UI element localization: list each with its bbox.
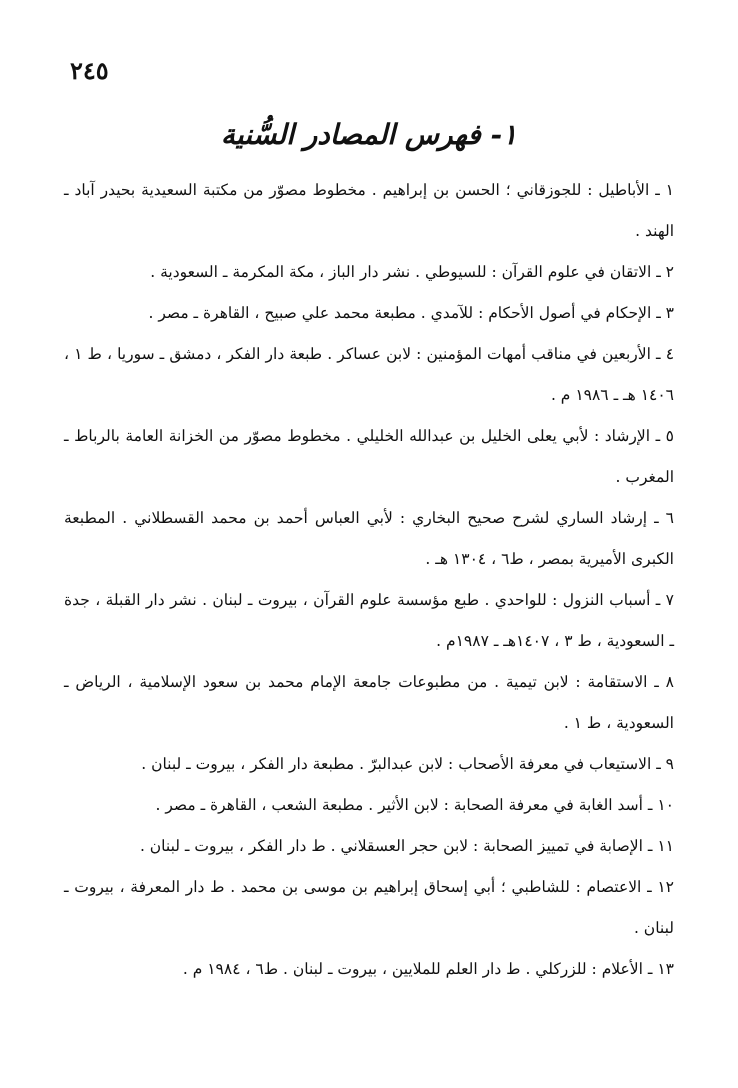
bibliography-entry: ٧ ـ أسباب النزول : للواحدي . طبع مؤسسة علوم القرآن ، بيروت ـ لبنان . نشر دار القبلة ، جدة ـ السعودية ، ط ٣ ، ١٤٠٧هـ ـ ١٩٨٧م . (64, 591, 674, 650)
bibliography-entry: ٨ ـ الاستقامة : لابن تيمية . من مطبوعات جامعة الإمام محمد بن سعود الإسلامية ، الرياض ـ السعودية ، ط ١ . (64, 673, 674, 732)
section-title: ١- فهرس المصادر السُّنية (220, 118, 518, 151)
bibliography-entry: ٢ ـ الاتقان في علوم القرآن : للسيوطي . نشر دار الباز ، مكة المكرمة ـ السعودية . (150, 263, 674, 281)
bibliography-entry: ٦ ـ إرشاد الساري لشرح صحيح البخاري : لأبي العباس أحمد بن محمد القسطلاني . المطبعة الكبرى الأميرية بمصر ، ط٦ ، ١٣٠٤ هـ . (64, 509, 674, 568)
bibliography-entry: ١٠ ـ أسد الغابة في معرفة الصحابة : لابن الأثير . مطبعة الشعب ، القاهرة ـ مصر . (155, 796, 674, 814)
bibliography-entry: ١ ـ الأباطيل : للجوزقاني ؛ الحسن بن إبراهيم . مخطوط مصوّر من مكتبة السعيدية بحيدر آباد ـ الهند . (64, 181, 674, 240)
bibliography-list (64, 170, 674, 990)
bibliography-entry: ١١ ـ الإصابة في تمييز الصحابة : لابن حجر العسقلاني . ط دار الفكر ، بيروت ـ لبنان . (139, 837, 674, 855)
bibliography-entry: ٥ ـ الإرشاد : لأبي يعلى الخليل بن عبدالله الخليلي . مخطوط مصوّر من الخزانة العامة بالرباط ـ المغرب . (64, 427, 674, 486)
bibliography-entry: ٩ ـ الاستيعاب في معرفة الأصحاب : لابن عبدالبرّ . مطبعة دار الفكر ، بيروت ـ لبنان . (141, 755, 674, 773)
bibliography-entry: ١٢ ـ الاعتصام : للشاطبي ؛ أبي إسحاق إبراهيم بن موسى بن محمد . ط دار المعرفة ، بيروت ـ لبنان . (64, 878, 674, 937)
bibliography-entry: ٤ ـ الأربعين في مناقب أمهات المؤمنين : لابن عساكر . طبعة دار الفكر ، دمشق ـ سوريا ، ط ١ ، ١٤٠٦ هـ ـ ١٩٨٦ م . (64, 345, 675, 404)
bibliography-entry: ١٣ ـ الأعلام : للزركلي . ط دار العلم للملايين ، بيروت ـ لبنان . ط٦ ، ١٩٨٤ م . (182, 960, 674, 978)
page-number: ٢٤٥ (70, 56, 109, 85)
bibliography-entry: ٣ ـ الإحكام في أصول الأحكام : للآمدي . مطبعة محمد علي صبيح ، القاهرة ـ مصر . (148, 304, 674, 322)
